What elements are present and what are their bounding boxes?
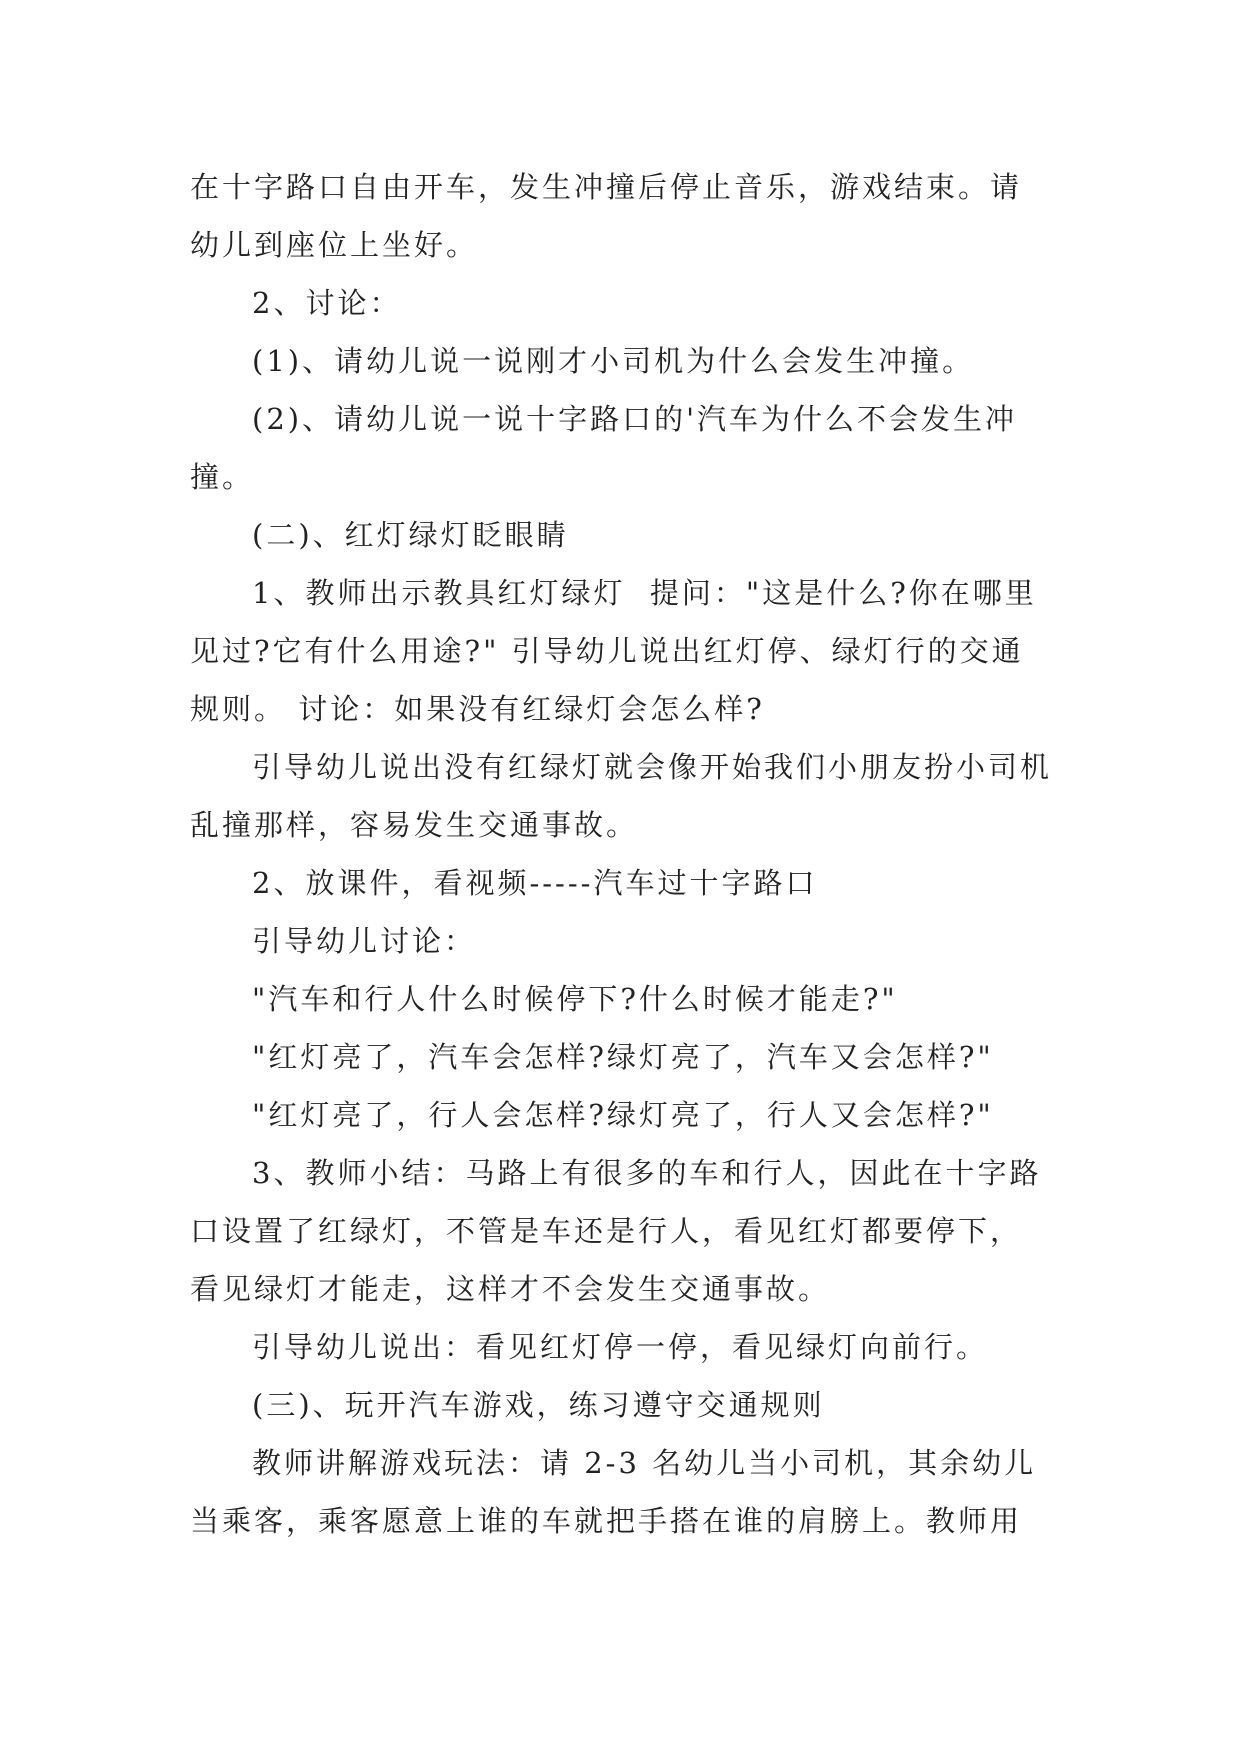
paragraph: (三)、玩开汽车游戏，练习遵守交通规则 (252, 1388, 825, 1422)
paragraph: 在十字路口自由开车，发生冲撞后停止音乐，游戏结束。请幼儿到座位上坐好。 (190, 170, 1023, 262)
paragraph: (1)、请幼儿说一说刚才小司机为什么会发生冲撞。 (252, 344, 975, 378)
paragraph: "汽车和行人什么时候停下?什么时候才能走?" (252, 982, 898, 1016)
paragraph: 引导幼儿讨论： (252, 924, 477, 958)
paragraph: "红灯亮了，汽车会怎样?绿灯亮了，汽车又会怎样?" (252, 1040, 994, 1074)
paragraph: 3、教师小结：马路上有很多的车和行人，因此在十字路口设置了红绿灯，不管是车还是行人，看见红灯都要停下，看见绿灯才能走，这样才不会发生交通事故。 (190, 1156, 1042, 1306)
paragraph: "红灯亮了，行人会怎样?绿灯亮了，行人又会怎样?" (252, 1098, 994, 1132)
paragraph: 引导幼儿说出没有红绿灯就会像开始我们小朋友扮小司机乱撞那样，容易发生交通事故。 (190, 750, 1053, 842)
paragraph: (2)、请幼儿说一说十字路口的'汽车为什么不会发生冲撞。 (190, 402, 1018, 494)
paragraph: (二)、红灯绿灯眨眼睛 (252, 518, 569, 552)
paragraph: 教师讲解游戏玩法：请 2-3 名幼儿当小司机，其余幼儿当乘客，乘客愿意上谁的车就把手搭在谁的肩膀上。教师用 (190, 1446, 1037, 1538)
paragraph: 2、放课件，看视频-----汽车过十字路口 (252, 866, 818, 900)
paragraph: 1、教师出示教具红灯绿灯 提问："这是什么?你在哪里见过?它有什么用途?" 引导幼儿说出红灯停、绿灯行的交通规则。 讨论：如果没有红绿灯会怎么样? (190, 576, 1037, 726)
paragraph: 2、讨论： (252, 286, 402, 320)
paragraph: 引导幼儿说出：看见红灯停一停，看见绿灯向前行。 (252, 1330, 989, 1364)
document-body (190, 158, 1052, 1550)
